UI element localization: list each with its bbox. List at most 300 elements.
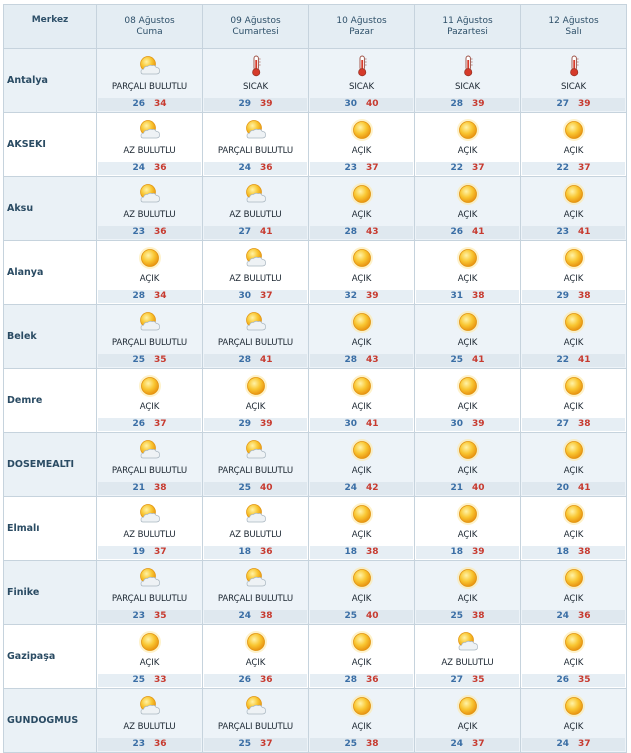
forecast-cell	[97, 177, 203, 241]
day-date: 10 Ağustos	[336, 15, 387, 26]
max-temp: 41	[260, 355, 273, 365]
day-name: Cuma	[136, 26, 163, 37]
temperature-bar	[98, 674, 201, 687]
max-temp: 41	[578, 355, 591, 365]
forecast-cell	[521, 113, 627, 177]
min-temp: 25	[132, 675, 145, 685]
condition-label: SICAK	[242, 82, 268, 92]
partly-cloudy-icon	[244, 438, 268, 462]
city-name[interactable]: Alanya	[4, 241, 97, 305]
day-header	[521, 5, 627, 49]
min-temp: 18	[344, 547, 357, 557]
max-temp: 39	[472, 99, 485, 109]
max-temp: 43	[366, 227, 379, 237]
sun-icon	[350, 630, 374, 654]
max-temp: 36	[260, 547, 273, 557]
min-temp: 32	[344, 291, 357, 301]
min-temp: 27	[238, 227, 251, 237]
max-temp: 35	[154, 611, 167, 621]
condition-label: AÇIK	[457, 466, 478, 476]
forecast-cell	[309, 177, 415, 241]
temperature-bar	[416, 162, 519, 175]
max-temp: 38	[154, 483, 167, 493]
temperature-bar	[204, 418, 307, 431]
max-temp: 37	[260, 291, 273, 301]
max-temp: 36	[260, 675, 273, 685]
sun-icon	[138, 630, 162, 654]
temperature-bar	[416, 610, 519, 623]
condition-label: SICAK	[560, 82, 586, 92]
min-temp: 27	[556, 419, 569, 429]
partly-cloudy-icon	[138, 118, 162, 142]
temperature-bar	[522, 674, 625, 687]
forecast-cell	[97, 369, 203, 433]
temperature-bar	[204, 98, 307, 111]
min-temp: 18	[238, 547, 251, 557]
condition-label: AÇIK	[563, 722, 584, 732]
temperature-bar	[98, 738, 201, 751]
day-header	[203, 5, 309, 49]
condition-label: AÇIK	[563, 466, 584, 476]
max-temp: 36	[578, 611, 591, 621]
sun-icon	[562, 118, 586, 142]
condition-label: AZ BULUTLU	[123, 210, 176, 220]
temperature-bar	[310, 674, 413, 687]
city-name[interactable]: AKSEKI	[4, 113, 97, 177]
partly-cloudy-icon	[244, 694, 268, 718]
city-column-header: Merkez	[4, 5, 97, 49]
max-temp: 37	[154, 547, 167, 557]
condition-label: AZ BULUTLU	[123, 530, 176, 540]
forecast-cell	[521, 625, 627, 689]
min-temp: 23	[132, 227, 145, 237]
day-date: 08 Ağustos	[124, 15, 175, 26]
temperature-bar	[310, 98, 413, 111]
temperature-bar	[522, 290, 625, 303]
city-name[interactable]: Belek	[4, 305, 97, 369]
condition-label: AÇIK	[245, 658, 266, 668]
min-temp: 27	[450, 675, 463, 685]
temperature-bar	[98, 162, 201, 175]
temperature-bar	[310, 738, 413, 751]
max-temp: 40	[260, 483, 273, 493]
thermometer-icon	[562, 54, 586, 78]
condition-label: AÇIK	[351, 402, 372, 412]
thermometer-icon	[456, 54, 480, 78]
forecast-cell	[415, 49, 521, 113]
forecast-cell	[97, 241, 203, 305]
forecast-cell	[521, 241, 627, 305]
max-temp: 38	[472, 291, 485, 301]
temperature-bar	[416, 290, 519, 303]
partly-cloudy-icon	[138, 182, 162, 206]
condition-label: PARÇALI BULUTLU	[217, 338, 294, 348]
forecast-cell	[415, 113, 521, 177]
max-temp: 37	[578, 163, 591, 173]
max-temp: 36	[260, 163, 273, 173]
sun-icon	[456, 566, 480, 590]
forecast-cell	[203, 561, 309, 625]
condition-label: AÇIK	[139, 274, 160, 284]
condition-label: PARÇALI BULUTLU	[111, 82, 188, 92]
temperature-bar	[98, 98, 201, 111]
sun-icon	[350, 118, 374, 142]
sun-icon	[350, 502, 374, 526]
day-header	[309, 5, 415, 49]
partly-cloudy-icon	[456, 630, 480, 654]
temperature-bar	[310, 290, 413, 303]
max-temp: 35	[154, 355, 167, 365]
condition-label: AZ BULUTLU	[123, 722, 176, 732]
table-row	[4, 369, 627, 433]
condition-label: AÇIK	[457, 274, 478, 284]
temperature-bar	[310, 226, 413, 239]
sun-icon	[456, 438, 480, 462]
max-temp: 41	[366, 419, 379, 429]
condition-label: PARÇALI BULUTLU	[111, 594, 188, 604]
temperature-bar	[204, 162, 307, 175]
min-temp: 26	[556, 675, 569, 685]
sun-icon	[456, 118, 480, 142]
max-temp: 34	[154, 291, 167, 301]
partly-cloudy-icon	[244, 566, 268, 590]
min-temp: 29	[238, 99, 251, 109]
forecast-cell	[203, 497, 309, 561]
forecast-cell	[203, 49, 309, 113]
condition-label: SICAK	[454, 82, 480, 92]
min-temp: 25	[450, 611, 463, 621]
temperature-bar	[416, 418, 519, 431]
condition-label: PARÇALI BULUTLU	[111, 466, 188, 476]
min-temp: 23	[556, 227, 569, 237]
max-temp: 37	[366, 163, 379, 173]
day-header	[415, 5, 521, 49]
condition-label: AZ BULUTLU	[229, 274, 282, 284]
sun-icon	[350, 438, 374, 462]
sun-icon	[562, 246, 586, 270]
forecast-cell	[97, 49, 203, 113]
condition-label: PARÇALI BULUTLU	[111, 338, 188, 348]
day-date: 12 Ağustos	[548, 15, 599, 26]
temperature-bar	[204, 482, 307, 495]
max-temp: 39	[260, 419, 273, 429]
condition-label: AÇIK	[563, 658, 584, 668]
max-temp: 38	[366, 739, 379, 749]
min-temp: 26	[132, 419, 145, 429]
forecast-cell	[415, 177, 521, 241]
max-temp: 39	[366, 291, 379, 301]
temperature-bar	[310, 418, 413, 431]
sun-icon	[562, 694, 586, 718]
min-temp: 25	[344, 739, 357, 749]
day-name: Pazar	[349, 26, 374, 37]
max-temp: 36	[154, 163, 167, 173]
min-temp: 19	[132, 547, 145, 557]
sun-icon	[350, 694, 374, 718]
day-date: 09 Ağustos	[230, 15, 281, 26]
condition-label: PARÇALI BULUTLU	[217, 466, 294, 476]
forecast-cell	[415, 241, 521, 305]
forecast-cell	[309, 625, 415, 689]
temperature-bar	[522, 610, 625, 623]
condition-label: AÇIK	[563, 338, 584, 348]
table-row	[4, 561, 627, 625]
sun-icon	[350, 246, 374, 270]
sun-icon	[562, 438, 586, 462]
min-temp: 23	[132, 739, 145, 749]
condition-label: AZ BULUTLU	[229, 210, 282, 220]
table-row	[4, 113, 627, 177]
min-temp: 18	[556, 547, 569, 557]
min-temp: 26	[238, 675, 251, 685]
sun-icon	[244, 630, 268, 654]
sun-icon	[350, 182, 374, 206]
temperature-bar	[416, 738, 519, 751]
min-temp: 21	[132, 483, 145, 493]
max-temp: 38	[578, 547, 591, 557]
max-temp: 40	[366, 99, 379, 109]
table-row	[4, 497, 627, 561]
temperature-bar	[310, 546, 413, 559]
city-name[interactable]: Elmalı	[4, 497, 97, 561]
condition-label: PARÇALI BULUTLU	[217, 146, 294, 156]
sun-icon	[562, 630, 586, 654]
condition-label: AÇIK	[457, 594, 478, 604]
condition-label: AÇIK	[563, 146, 584, 156]
min-temp: 30	[238, 291, 251, 301]
max-temp: 40	[472, 483, 485, 493]
min-temp: 25	[132, 355, 145, 365]
sun-icon	[562, 310, 586, 334]
max-temp: 38	[366, 547, 379, 557]
forecast-cell	[203, 625, 309, 689]
max-temp: 38	[578, 291, 591, 301]
temperature-bar	[98, 226, 201, 239]
condition-label: AÇIK	[139, 658, 160, 668]
partly-cloudy-icon	[244, 118, 268, 142]
condition-label: AÇIK	[351, 658, 372, 668]
condition-label: AÇIK	[563, 210, 584, 220]
partly-cloudy-icon	[244, 246, 268, 270]
max-temp: 37	[260, 739, 273, 749]
condition-label: AÇIK	[351, 338, 372, 348]
temperature-bar	[522, 738, 625, 751]
city-name[interactable]: DOSEMEALTI	[4, 433, 97, 497]
forecast-cell	[203, 241, 309, 305]
table-row	[4, 241, 627, 305]
max-temp: 37	[578, 739, 591, 749]
temperature-bar	[416, 98, 519, 111]
city-name[interactable]: Antalya	[4, 49, 97, 113]
sun-icon	[350, 566, 374, 590]
sun-icon	[456, 182, 480, 206]
condition-label: AÇIK	[457, 402, 478, 412]
sun-icon	[138, 374, 162, 398]
forecast-cell	[415, 497, 521, 561]
sun-icon	[456, 694, 480, 718]
sun-icon	[456, 374, 480, 398]
sun-icon	[350, 374, 374, 398]
max-temp: 39	[260, 99, 273, 109]
partly-cloudy-icon	[138, 54, 162, 78]
forecast-cell	[309, 497, 415, 561]
forecast-cell	[521, 433, 627, 497]
forecast-cell	[309, 369, 415, 433]
temperature-bar	[204, 738, 307, 751]
condition-label: AÇIK	[245, 402, 266, 412]
min-temp: 21	[450, 483, 463, 493]
table-row	[4, 177, 627, 241]
temperature-bar	[310, 610, 413, 623]
sun-icon	[350, 310, 374, 334]
thermometer-icon	[350, 54, 374, 78]
condition-label: AÇIK	[563, 402, 584, 412]
sun-icon	[562, 182, 586, 206]
max-temp: 35	[578, 675, 591, 685]
max-temp: 37	[472, 163, 485, 173]
temperature-bar	[98, 546, 201, 559]
max-temp: 41	[578, 227, 591, 237]
temperature-bar	[204, 226, 307, 239]
min-temp: 25	[238, 483, 251, 493]
max-temp: 41	[260, 227, 273, 237]
forecast-cell	[97, 113, 203, 177]
partly-cloudy-icon	[138, 694, 162, 718]
forecast-cell	[97, 625, 203, 689]
min-temp: 24	[450, 739, 463, 749]
condition-label: PARÇALI BULUTLU	[217, 594, 294, 604]
forecast-cell	[415, 369, 521, 433]
temperature-bar	[522, 546, 625, 559]
max-temp: 37	[472, 739, 485, 749]
sun-icon	[456, 246, 480, 270]
min-temp: 28	[344, 227, 357, 237]
min-temp: 24	[556, 739, 569, 749]
forecast-cell	[521, 561, 627, 625]
min-temp: 24	[344, 483, 357, 493]
temperature-bar	[522, 162, 625, 175]
max-temp: 39	[472, 547, 485, 557]
max-temp: 38	[260, 611, 273, 621]
forecast-cell	[415, 433, 521, 497]
condition-label: AÇIK	[351, 274, 372, 284]
condition-label: PARÇALI BULUTLU	[217, 722, 294, 732]
forecast-table	[3, 4, 627, 753]
sun-icon	[456, 502, 480, 526]
forecast-cell	[521, 49, 627, 113]
condition-label: AÇIK	[351, 594, 372, 604]
temperature-bar	[98, 482, 201, 495]
min-temp: 22	[556, 355, 569, 365]
condition-label: AÇIK	[351, 210, 372, 220]
table-row	[4, 433, 627, 497]
condition-label: AZ BULUTLU	[229, 530, 282, 540]
city-name[interactable]: Demre	[4, 369, 97, 433]
min-temp: 20	[556, 483, 569, 493]
forecast-cell	[97, 305, 203, 369]
min-temp: 25	[344, 611, 357, 621]
min-temp: 24	[238, 163, 251, 173]
min-temp: 28	[344, 355, 357, 365]
forecast-cell	[415, 561, 521, 625]
max-temp: 34	[154, 99, 167, 109]
max-temp: 36	[154, 739, 167, 749]
min-temp: 28	[132, 291, 145, 301]
sun-icon	[562, 502, 586, 526]
condition-label: AÇIK	[457, 210, 478, 220]
partly-cloudy-icon	[138, 310, 162, 334]
day-header	[97, 5, 203, 49]
max-temp: 38	[578, 419, 591, 429]
temperature-bar	[98, 290, 201, 303]
city-name[interactable]: Gazipaşa	[4, 625, 97, 689]
min-temp: 26	[132, 99, 145, 109]
min-temp: 24	[132, 163, 145, 173]
temperature-bar	[522, 354, 625, 367]
min-temp: 30	[450, 419, 463, 429]
condition-label: AÇIK	[457, 722, 478, 732]
condition-label: AÇIK	[139, 402, 160, 412]
condition-label: AÇIK	[351, 466, 372, 476]
forecast-cell	[309, 49, 415, 113]
sun-icon	[138, 246, 162, 270]
temperature-bar	[522, 98, 625, 111]
min-temp: 18	[450, 547, 463, 557]
min-temp: 30	[344, 99, 357, 109]
max-temp: 41	[472, 355, 485, 365]
condition-label: AZ BULUTLU	[441, 658, 494, 668]
condition-label: AÇIK	[563, 274, 584, 284]
min-temp: 22	[556, 163, 569, 173]
table-row	[4, 625, 627, 689]
forecast-cell	[521, 305, 627, 369]
min-temp: 31	[450, 291, 463, 301]
condition-label: SICAK	[348, 82, 374, 92]
partly-cloudy-icon	[138, 566, 162, 590]
forecast-cell	[309, 305, 415, 369]
sun-icon	[456, 310, 480, 334]
max-temp: 35	[472, 675, 485, 685]
partly-cloudy-icon	[244, 502, 268, 526]
condition-label: AÇIK	[457, 146, 478, 156]
city-name[interactable]: GUNDOGMUS	[4, 689, 97, 753]
min-temp: 29	[556, 291, 569, 301]
forecast-cell	[415, 305, 521, 369]
forecast-cell	[309, 241, 415, 305]
city-name[interactable]: Aksu	[4, 177, 97, 241]
day-name: Salı	[565, 26, 582, 37]
min-temp: 27	[556, 99, 569, 109]
day-name: Cumartesi	[232, 26, 279, 37]
temperature-bar	[522, 226, 625, 239]
forecast-cell	[521, 497, 627, 561]
temperature-bar	[522, 418, 625, 431]
forecast-cell	[203, 369, 309, 433]
temperature-bar	[98, 354, 201, 367]
city-name[interactable]: Finike	[4, 561, 97, 625]
temperature-bar	[310, 162, 413, 175]
forecast-cell	[97, 561, 203, 625]
table-row	[4, 305, 627, 369]
max-temp: 37	[154, 419, 167, 429]
partly-cloudy-icon	[244, 182, 268, 206]
min-temp: 28	[450, 99, 463, 109]
temperature-bar	[204, 674, 307, 687]
partly-cloudy-icon	[138, 438, 162, 462]
header-row	[4, 5, 627, 49]
sun-icon	[244, 374, 268, 398]
forecast-cell	[203, 433, 309, 497]
